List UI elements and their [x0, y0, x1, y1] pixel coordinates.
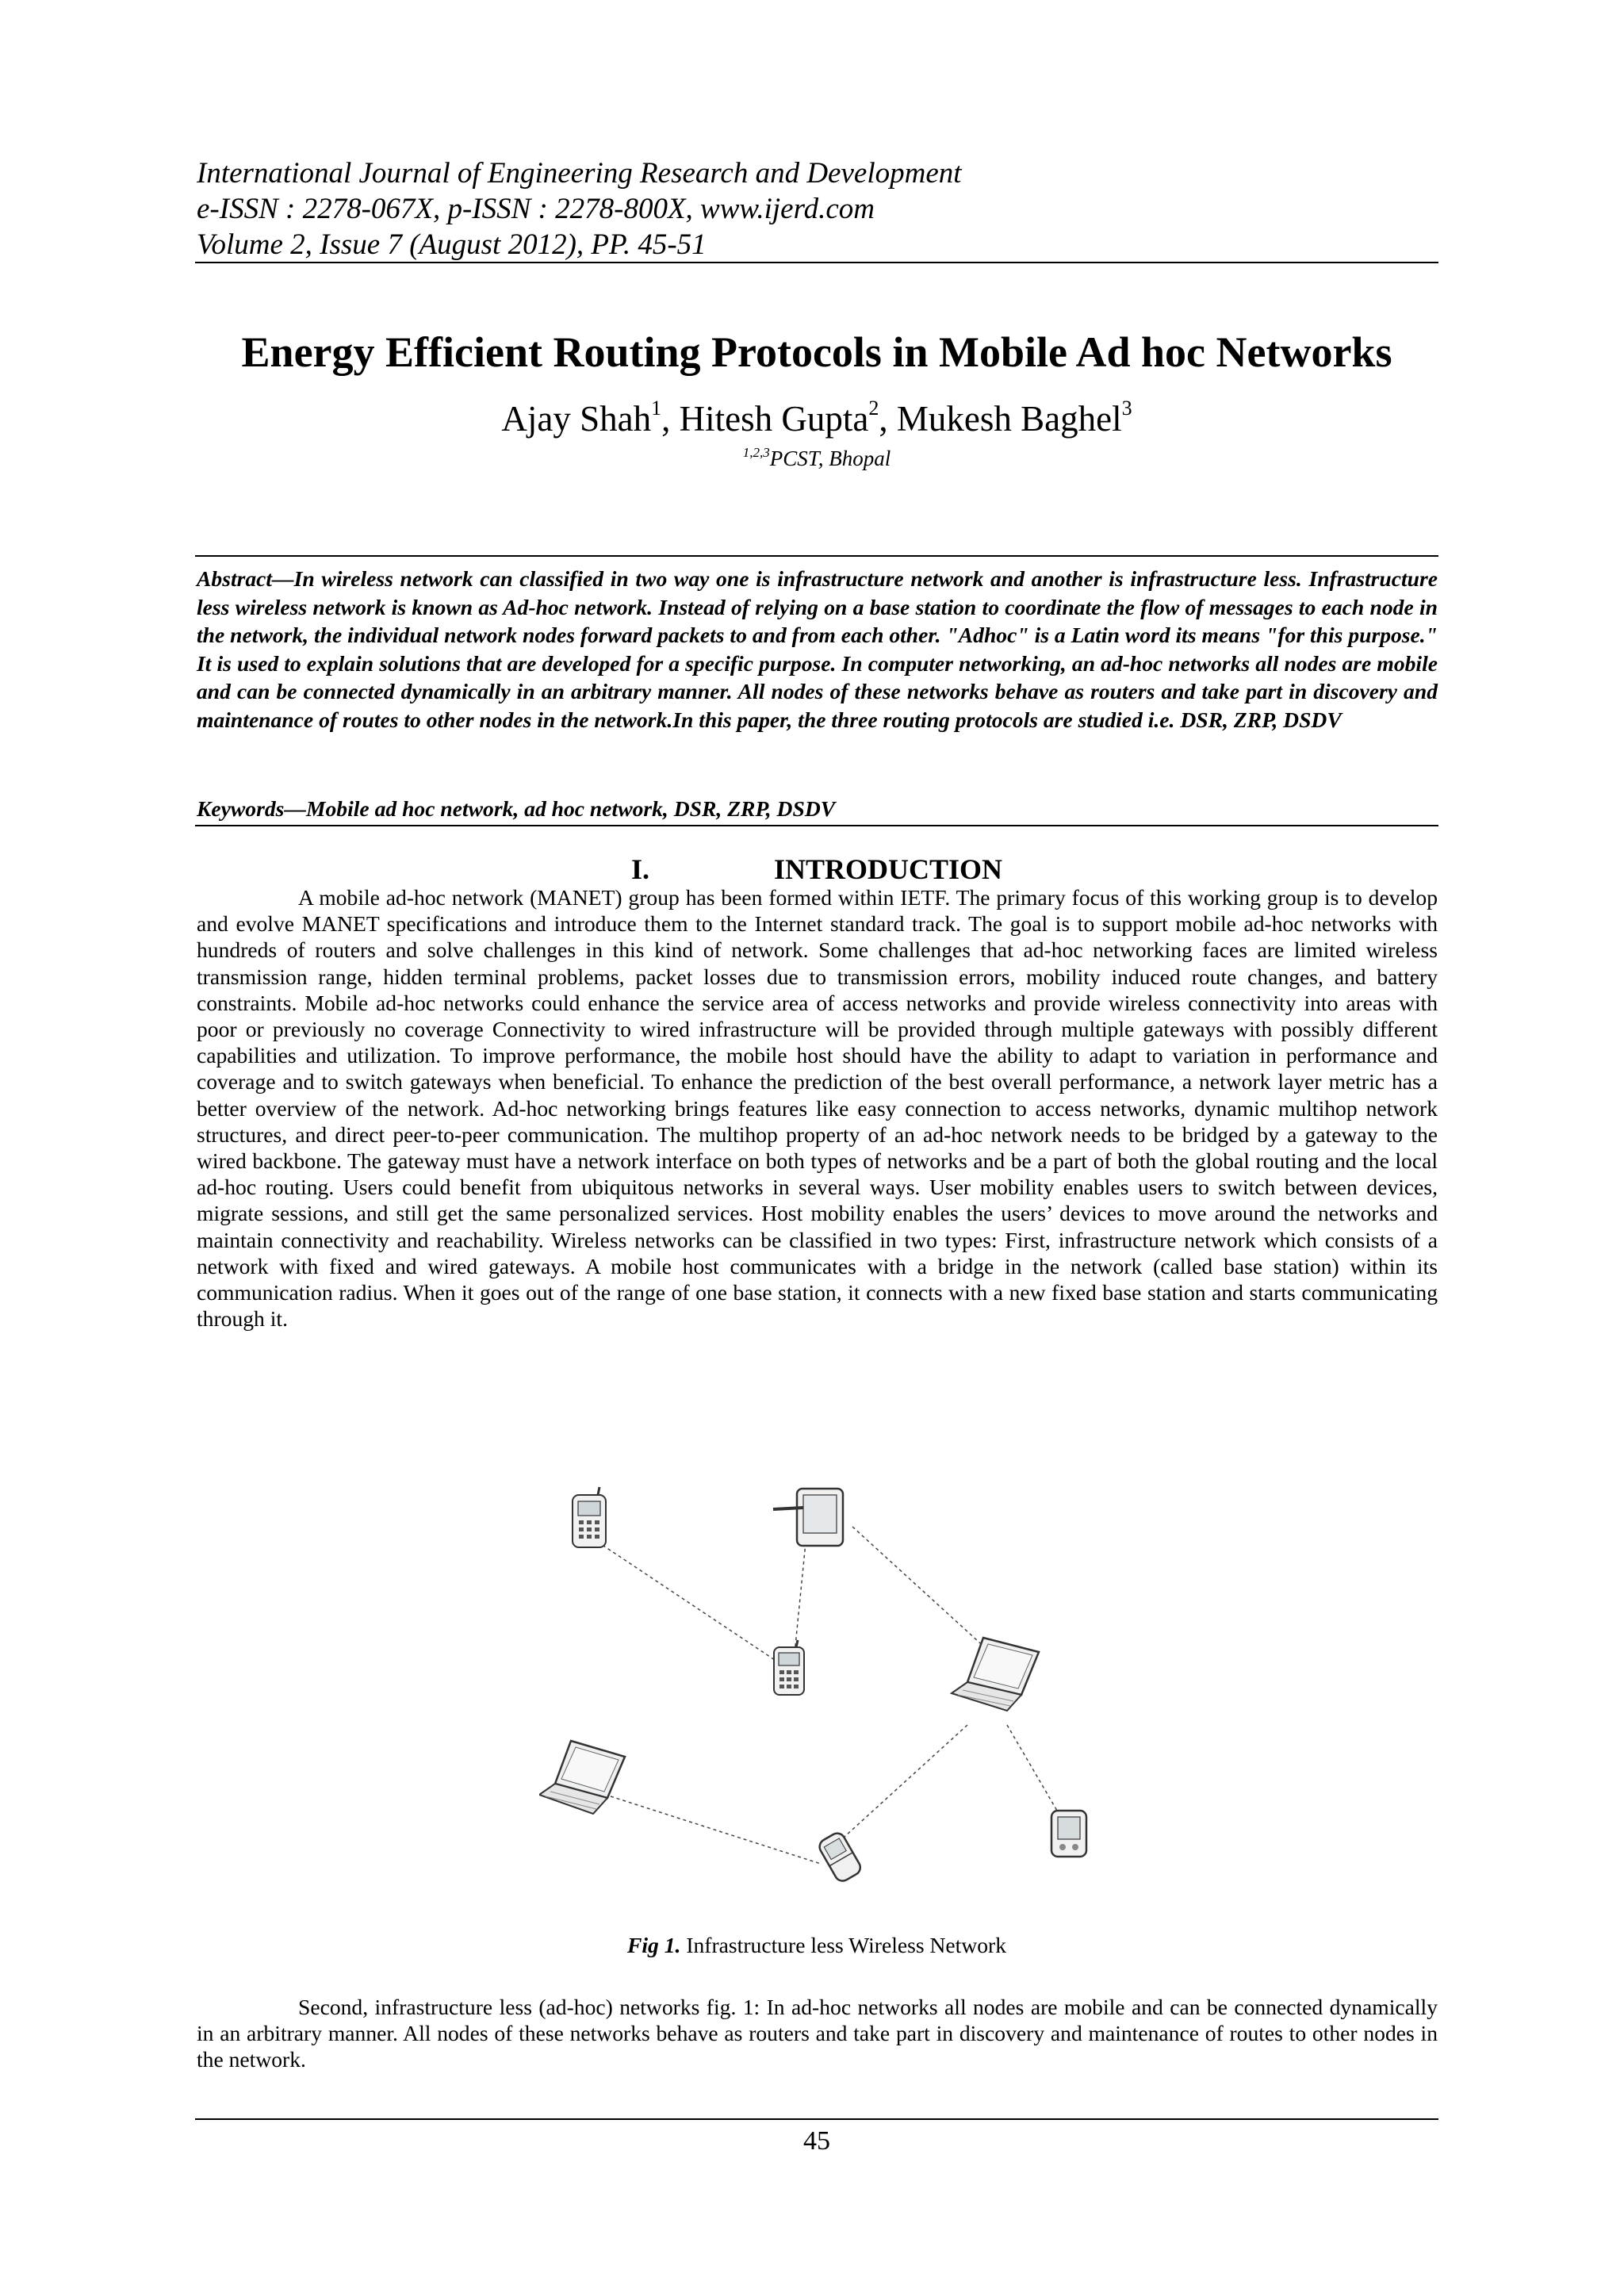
author-name: Mukesh Baghel [896, 399, 1122, 439]
flip-phone-icon [817, 1830, 863, 1884]
page-number: 45 [803, 2126, 830, 2156]
section-number: I. [630, 853, 649, 885]
affiliation-text: PCST, Bhopal [769, 447, 891, 470]
author-sup: 2 [868, 397, 879, 420]
abstract: Abstract—In wireless network can classified in two way one is infrastructure network and another is infrastructure less. Infrastructure less wireless network is known as Ad-hoc network. Instead of relying on a base station to coordinate the flow of messages to each node in the network, the individual network nodes forward packets to and from each other. "Adhoc" is a Latin word its means "for this purpose." It is used to explain solutions that are developed for a specific purpose. In computer networking, an ad-hoc networks all nodes are mobile and can be connected dynamically in an arbitrary manner. All nodes of these networks behave as routers and take part in discovery and maintenance of routes to other nodes in the network.In this paper, the three routing protocols are studied i.e. DSR, ZRP, DSDV [197, 566, 1438, 732]
author-name: Ajay Shah [501, 399, 652, 439]
affiliation [195, 446, 1438, 471]
journal-volume: Volume 2, Issue 7 (August 2012), PP. 45-51 [197, 228, 707, 261]
laptop-icon [952, 1638, 1039, 1711]
link-line [837, 1725, 967, 1844]
author-name: Hitesh Gupta [679, 399, 869, 439]
intro-paragraph [197, 884, 1438, 1332]
header-rule [195, 262, 1438, 263]
author-sup: 3 [1121, 397, 1132, 420]
keywords: Keywords—Mobile ad hoc network, ad hoc network, DSR, ZRP, DSDV [197, 796, 836, 821]
pda-icon [1051, 1811, 1086, 1857]
figure-label: Fig 1. [626, 1933, 681, 1957]
section-heading [195, 852, 1438, 887]
figure-caption [195, 1932, 1438, 1959]
second-paragraph [197, 1994, 1438, 2073]
journal-name: International Journal of Engineering Research and Development [197, 157, 962, 190]
link-line [611, 1796, 821, 1864]
laptop-icon [539, 1741, 625, 1814]
figure-caption-text: Infrastructure less Wireless Network [680, 1933, 1007, 1957]
link-line [1007, 1725, 1063, 1820]
paper-title: Energy Efficient Routing Protocols in Mobile Ad hoc Networks [241, 328, 1392, 376]
footer-rule [195, 2118, 1438, 2120]
pda-icon [773, 1489, 843, 1546]
intro-text: A mobile ad-hoc network (MANET) group has been formed within IETF. The primary focus of this working group is to develop and evolve MANET specifications and introduce them to the Internet standard track. The goal is to support mobile ad-hoc networks with hundreds of routers and solve challenges in this kind of network. Some challenges that ad-hoc networking faces are limited wireless transmission range, hidden terminal problems, packet losses due to transmission errors, mobility induced route changes, and battery constraints. Mobile ad-hoc networks could enhance the service area of access networks and provide wireless connectivity into areas with poor or previously no coverage Connectivity to wired infrastructure will be provided through multiple gateways with possibly different capabilities and utilization. To improve performance, the mobile host should have the ability to adapt to variation in performance and coverage and to switch gateways when beneficial. To enhance the prediction of the best overall performance, a network layer metric has a better overview of the network. Ad-hoc networking brings features like easy connection to access networks, dynamic multihop network structures, and direct peer-to-peer communication. The multihop property of an ad-hoc network needs to be bridged by a gateway to the wired backbone. The gateway must have a network interface on both types of networks and be a part of both the global routing and the local ad-hoc routing. Users could benefit from ubiquitous networks in several ways. User mobility enables users to switch between devices, migrate sessions, and still get the same personalized services. Host mobility enables the users’ devices to move around the networks and maintain connectivity and reachability. Wireless networks can be classified in two types: First, infrastructure network which consists of a network with fixed and wired gateways. A mobile host communicates with a bridge in the network (called base station) within its communication radius. When it goes out of the range of one base station, it connects with a new fixed base station and starts communicating through it. [197, 885, 1438, 1332]
affiliation-sup: 1,2,3 [742, 445, 770, 460]
link-line [587, 1535, 777, 1662]
keywords-rule [195, 825, 1438, 826]
author-separator: , [661, 399, 680, 439]
journal-issn: e-ISSN : 2278-067X, p-ISSN : 2278-800X, www.ijerd.com [197, 193, 875, 225]
section-title: INTRODUCTION [773, 853, 1003, 885]
cell-phone-icon [774, 1640, 804, 1695]
abstract-top-rule [195, 555, 1438, 557]
second-paragraph-text: Second, infrastructure less (ad-hoc) networks fig. 1: In ad-hoc networks all nodes are mobile and can be connected dynamically in an arbitrary manner. All nodes of these networks behave as routers and take part in discovery and maintenance of routes to other nodes in the network. [197, 1995, 1438, 2072]
author-separator: , [879, 399, 897, 439]
journal-header [197, 155, 1438, 263]
link-line [852, 1527, 987, 1650]
author-sup: 1 [651, 397, 662, 420]
cell-phone-icon [573, 1487, 606, 1547]
author-list [195, 397, 1438, 441]
network-figure [539, 1471, 1110, 1915]
